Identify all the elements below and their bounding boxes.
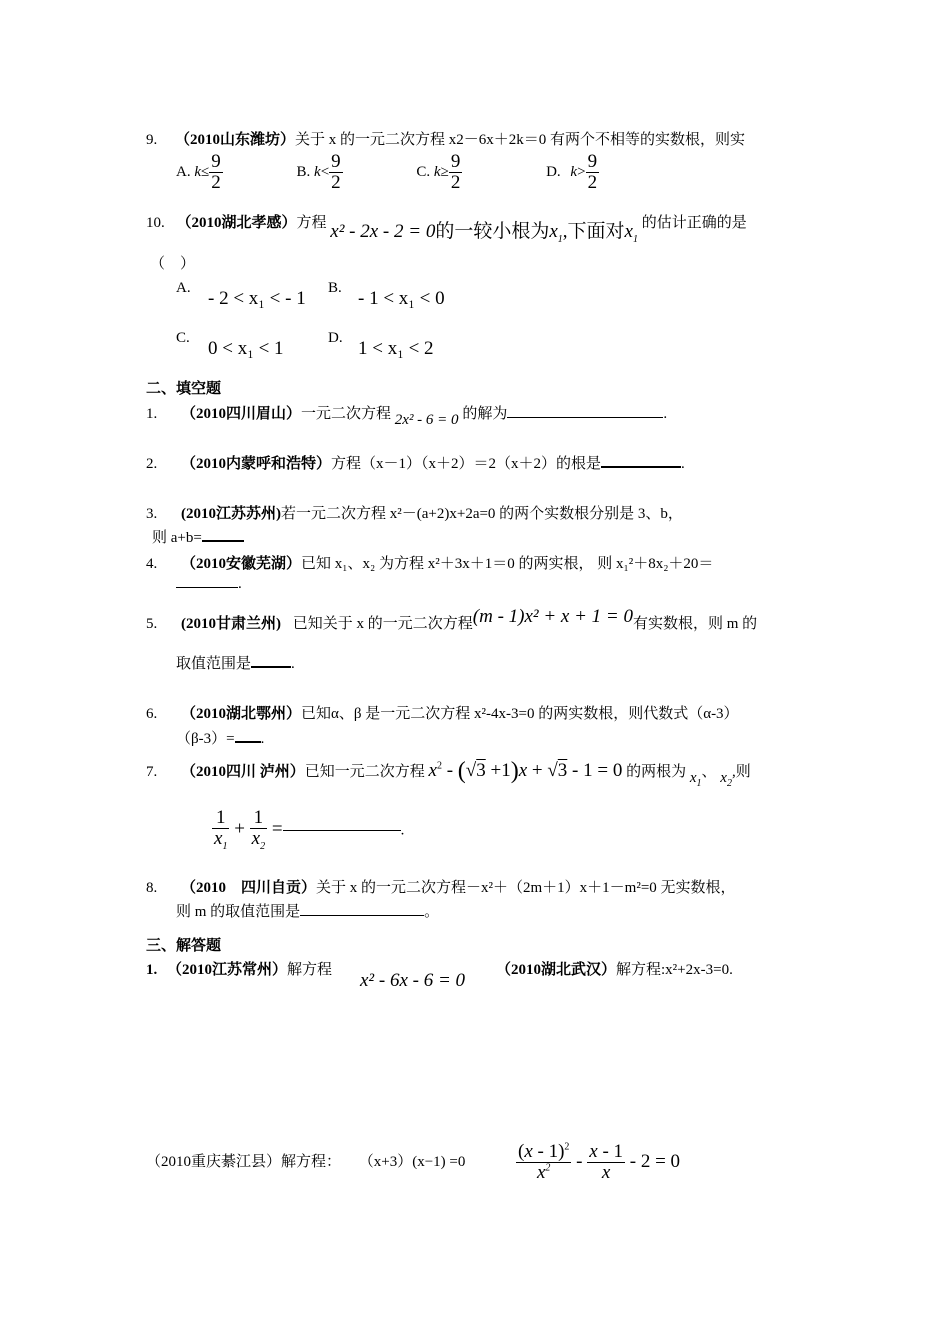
f5-number: 5. — [146, 616, 158, 632]
f6-number: 6. — [146, 706, 158, 722]
q9-option-d-rel: > — [577, 163, 586, 180]
q9-text: 关于 x 的一元二次方程 x2－6x＋2k＝0 有两个不相等的实数根，则实 — [295, 132, 746, 148]
f4-end: . — [238, 576, 242, 592]
f8-text: 关于 x 的一元二次方程－x²＋（2m＋1）x＋1－m²=0 无实数根， — [316, 880, 736, 896]
f1-end: . — [663, 406, 668, 422]
f4-text: 已知 x₁、x₂ 为方程 x²＋3x＋1＝0 的两实根， 则 x₁²＋8x₂＋20＝ — [301, 556, 714, 572]
f8-number: 8. — [146, 880, 158, 896]
f7-equation: $x^2 - (√3 +1)x + √3 - 1 = 0$ — [428, 758, 623, 784]
f7-x2: $x_2$ — [720, 769, 732, 789]
q10-option-b: - 1 < x₁ < 0 — [358, 288, 445, 309]
f2-end: . — [681, 456, 685, 472]
q10-text-1: 方程 — [296, 215, 327, 231]
f2-source: （2010内蒙呼和浩特） — [181, 456, 332, 472]
f8-end: 。 — [424, 904, 440, 920]
f7-source: （2010四川 泸州） — [181, 763, 305, 780]
q9-option-a-den: 2 — [211, 171, 221, 193]
f7-text-1: 已知一元二次方程 — [304, 763, 425, 780]
f3-answer-blank[interactable] — [202, 540, 244, 542]
f6-end: . — [260, 731, 265, 747]
q9-option-d — [546, 151, 599, 193]
q9-option-b-var: k — [314, 163, 321, 180]
f7-text-3: ,则 — [731, 763, 751, 780]
q10-number: 10. — [146, 215, 165, 231]
f3-source: (2010江苏苏州) — [181, 506, 281, 522]
q9-option-d-den: 2 — [587, 171, 598, 193]
f8-source: （2010 四川自贡） — [181, 880, 317, 896]
f5-line — [146, 606, 758, 634]
q10-equation: x² - 2x - 2 = 0 — [330, 221, 436, 242]
f7-x1: $x_1$ — [689, 769, 702, 789]
f3-number: 3. — [146, 506, 158, 522]
q10-option-c: 0 < x₁ < 1 — [208, 338, 284, 359]
f7-equals: = — [271, 818, 283, 840]
f6-text: 已知α、β 是一元二次方程 x²-4x-3=0 的两实数根，则代数式（α-3） — [301, 706, 739, 722]
q9-option-a — [176, 151, 227, 193]
q10-x1-b: $x_1$ — [624, 221, 638, 245]
f4-line-2 — [176, 576, 242, 593]
f2-line — [146, 452, 685, 473]
q9-option-a-num: 9 — [211, 151, 221, 172]
f4-source: （2010安徽芜湖） — [181, 556, 302, 572]
q10-source: （2010湖北孝感） — [176, 215, 297, 231]
f3-text: 若一元二次方程 x²－(a+2)x+2a=0 的两个实数根分别是 3、b， — [281, 506, 683, 522]
f2-number: 2. — [146, 456, 158, 472]
q9-option-d-label: D. — [546, 163, 561, 180]
f6-source: （2010湖北鄂州） — [181, 706, 302, 722]
f7-end: . — [400, 822, 405, 839]
f5-end: . — [291, 656, 295, 672]
f7-expression: $\frac{1}{x_1}$ + $\frac{1}{x_2}$ = . — [214, 807, 405, 852]
f4-line — [146, 552, 713, 573]
f5-source: (2010甘肃兰州) — [181, 616, 281, 632]
q10-line — [146, 206, 747, 245]
f6-line-2 — [176, 727, 264, 748]
f4-answer-blank[interactable] — [176, 587, 238, 588]
s1-text: 解方程 — [287, 962, 333, 978]
q9-option-a-label: A. — [176, 163, 191, 180]
q10-text-4: 的估计正确的是 — [641, 215, 747, 231]
f5-text-3: 取值范围是 — [176, 656, 252, 672]
f1-line — [146, 402, 668, 428]
f7-answer-blank[interactable] — [283, 830, 401, 831]
q9-option-c-rel: ≥ — [440, 163, 449, 180]
f2-text: 方程（x－1）（x＋2）＝2（x＋2）的根是 — [331, 456, 602, 472]
s2-equation-1: （x+3）(x−1) =0 — [358, 1154, 466, 1170]
q9-option-c-var: k — [433, 163, 441, 180]
f1-text-1: 一元二次方程 — [301, 406, 392, 422]
q10-option-a-label: A. — [176, 280, 191, 296]
s2-tail: - 2 = 0 — [629, 1150, 681, 1172]
q9-option-b-rel: < — [320, 163, 330, 180]
q9-option-c-den: 2 — [450, 171, 461, 193]
f8-line — [146, 876, 736, 897]
q10-option-b-label: B. — [328, 280, 342, 296]
f5-equation: (m - 1)x² + x + 1 = 0 — [472, 606, 633, 627]
s2-minus: - — [576, 1150, 583, 1172]
s1-source-2: （2010湖北武汉） — [496, 962, 617, 978]
section-fill-in-title: 二、填空题 — [146, 381, 222, 397]
q9-option-c-num: 9 — [450, 151, 461, 172]
q10-option-c-label: C. — [176, 330, 190, 346]
f7-text-2: 的两根为 — [626, 763, 687, 780]
q10-option-a: - 2 < x₁ < - 1 — [208, 288, 306, 309]
section-answer-title: 三、解答题 — [146, 938, 222, 954]
f1-equation: 2x² - 6 = 0 — [394, 412, 459, 428]
q10-text-2: 的一较小根为 — [435, 221, 550, 242]
q9-option-b-label: B. — [296, 163, 311, 180]
f7-frac2-num: 1 — [253, 807, 264, 828]
q10-paren: （ ） — [150, 256, 196, 272]
q10-x1-a: $x_1$ — [549, 221, 563, 245]
f7-plus: + — [234, 818, 245, 840]
f5-line-2 — [176, 652, 295, 673]
s1-number: 1. — [146, 962, 158, 978]
s1-line — [146, 958, 332, 979]
q9-option-d-num: 9 — [587, 151, 598, 172]
q9-options — [176, 152, 599, 193]
f4-number: 4. — [146, 556, 158, 572]
q9-option-b-den: 2 — [331, 171, 341, 193]
f7-frac1-num: 1 — [215, 807, 226, 828]
s2-source: （2010重庆綦江县）解方程： — [146, 1154, 342, 1170]
q9-option-c — [416, 151, 466, 193]
f7-number: 7. — [146, 763, 158, 780]
q9-source: （2010山东潍坊） — [175, 132, 296, 148]
f2-answer-blank[interactable] — [601, 466, 681, 468]
s1-equation: x² - 6x - 6 = 0 — [360, 970, 466, 991]
f7-line — [146, 758, 751, 789]
s1-text-2: 解方程:x²+2x-3=0. — [616, 962, 733, 978]
f3-line-2 — [152, 526, 244, 547]
f7-separator: 、 — [701, 763, 717, 780]
f5-text-1: 已知关于 x 的一元二次方程 — [292, 616, 473, 632]
f8-text-2: 则 m 的取值范围是 — [176, 904, 301, 920]
f1-answer-blank[interactable] — [507, 417, 663, 418]
s1-source: （2010江苏常州） — [167, 962, 288, 978]
f1-text-2: 的解为 — [462, 406, 508, 422]
f6-text-2: （β-3）= — [176, 731, 235, 747]
s2-equation-2: $\frac{(x - 1)^2}{x^2}$ - $\frac{x - 1}{x}$ - 2 = 0 — [518, 1141, 681, 1183]
f6-line — [146, 702, 739, 723]
f1-source: （2010四川眉山） — [181, 406, 302, 422]
f3-text-2: 则 a+b= — [152, 530, 202, 546]
q9-option-b-num: 9 — [331, 151, 341, 172]
f6-answer-blank[interactable] — [235, 741, 261, 743]
q9-number: 9. — [146, 132, 158, 148]
q9-option-a-var: k — [194, 163, 202, 180]
q9-option-d-var: k — [570, 163, 578, 180]
q9-option-b — [296, 151, 347, 193]
s2-line — [146, 1150, 465, 1171]
q10-text-3: ,下面对 — [562, 221, 625, 242]
q9-option-a-rel: ≤ — [201, 163, 210, 180]
f8-line-2 — [176, 900, 439, 921]
f8-answer-blank[interactable] — [300, 915, 424, 916]
q10-option-d: 1 < x₁ < 2 — [358, 338, 434, 359]
q10-option-d-label: D. — [328, 330, 343, 346]
f1-number: 1. — [146, 406, 158, 422]
q9-line — [146, 128, 745, 149]
f3-line — [146, 502, 683, 523]
f5-answer-blank[interactable] — [251, 666, 291, 668]
s1-part-2 — [496, 958, 733, 979]
q9-option-c-label: C. — [416, 163, 431, 180]
f5-text-2: 有实数根，则 m 的 — [633, 616, 758, 632]
